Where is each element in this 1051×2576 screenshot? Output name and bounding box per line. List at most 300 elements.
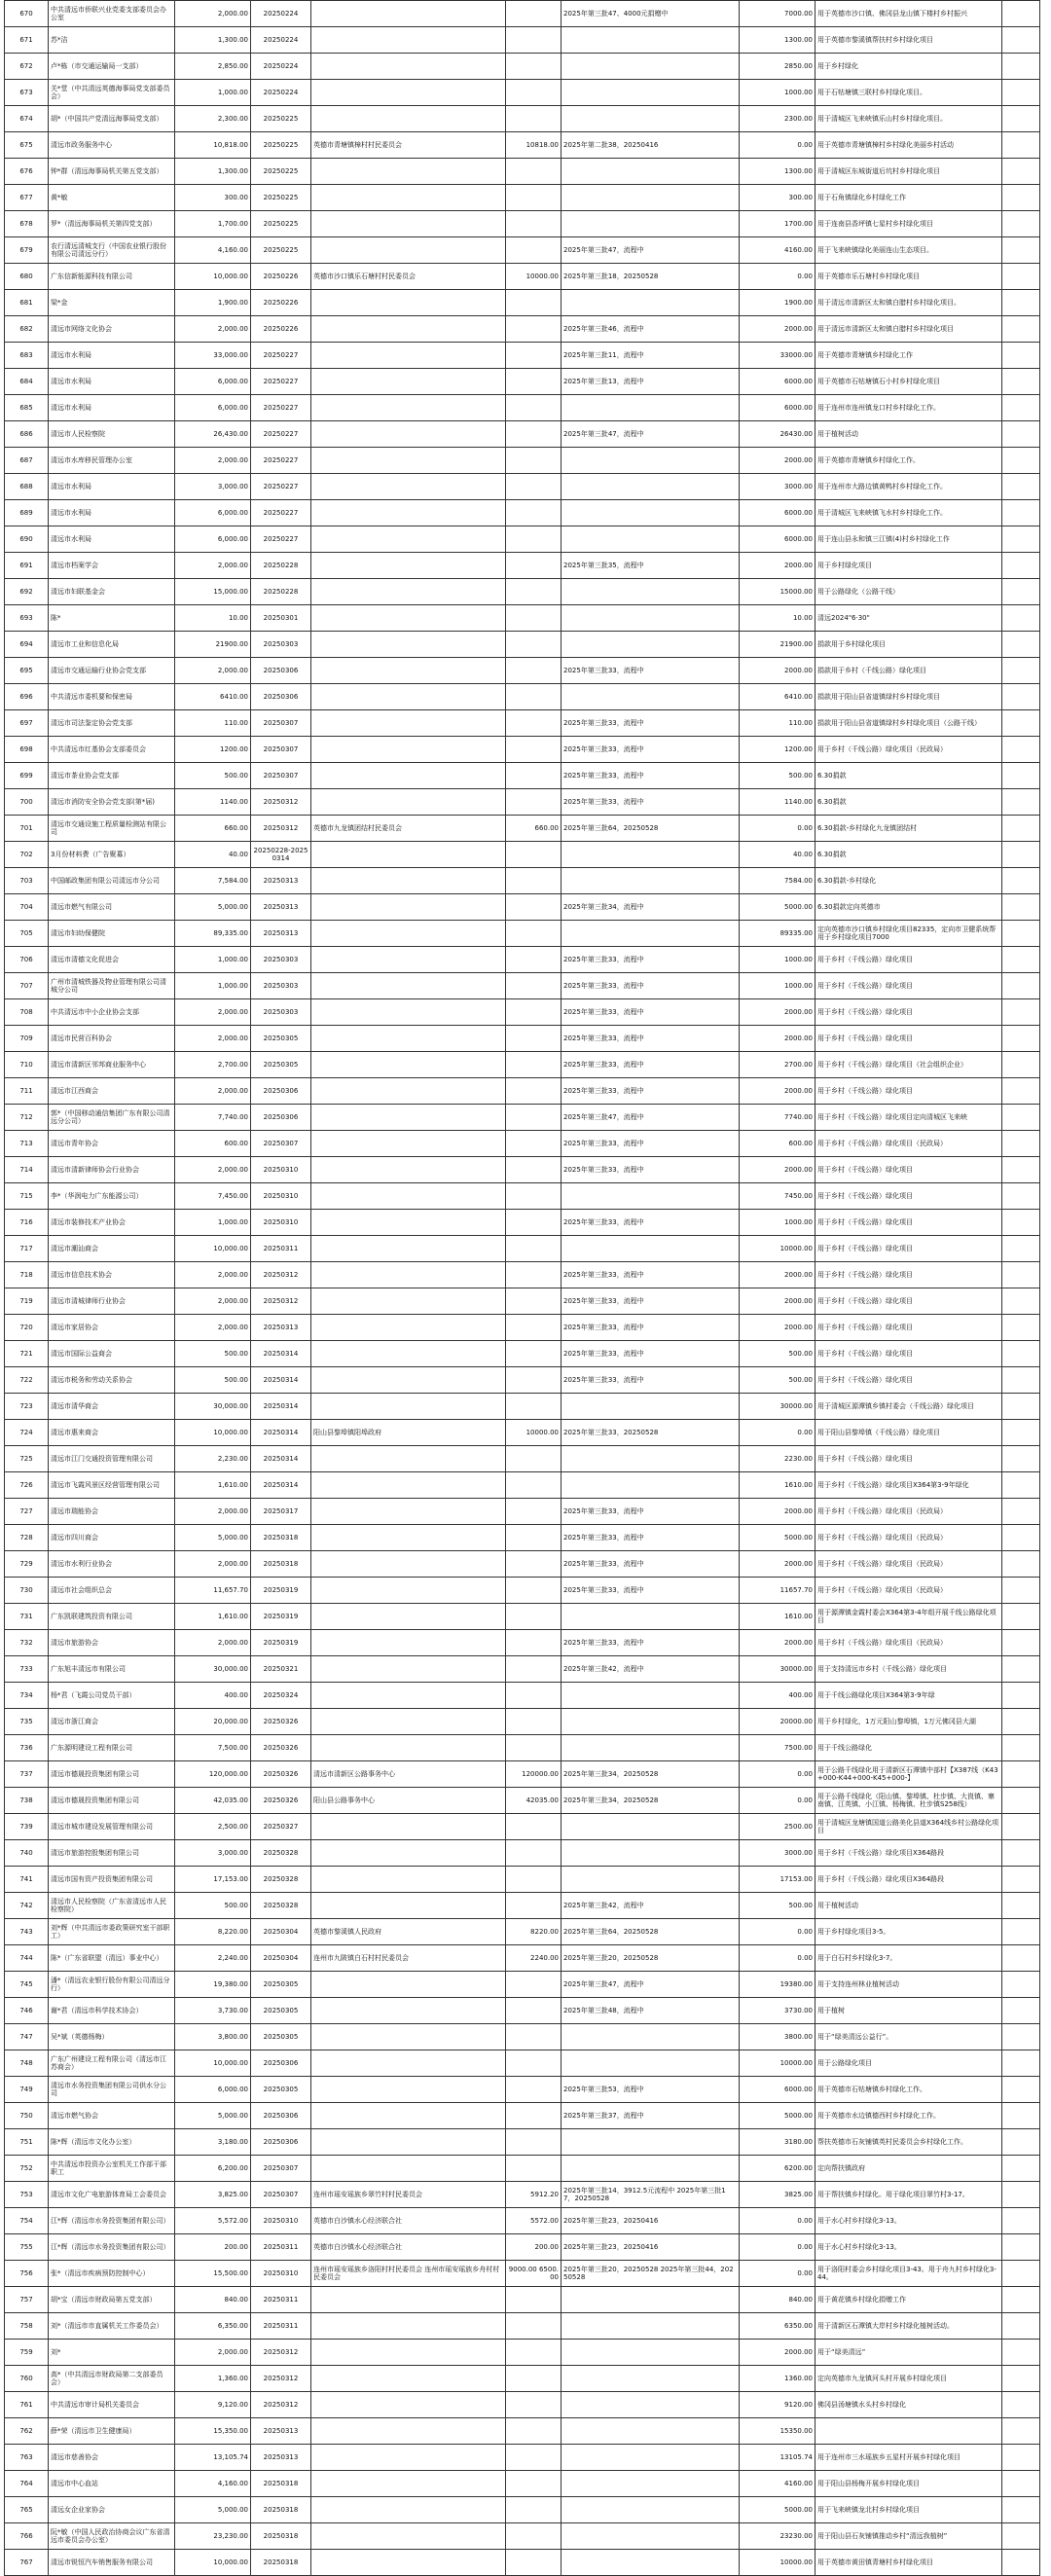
donor-name-cell: 清远市交通运输行业协会党支部	[49, 658, 175, 684]
donation-amount-cell: 2,000.00	[175, 553, 251, 579]
donation-amount-cell: 6,000.00	[175, 2077, 251, 2103]
recipient-unit-cell	[311, 27, 506, 54]
table-row	[5, 684, 1040, 710]
table-row	[5, 2523, 1040, 2550]
row-number-cell: 731	[5, 1604, 49, 1630]
donor-name-cell: 阮*敏（中国人民政治协商会议广东省清远市委员会办公室）	[49, 2523, 175, 2550]
table-row	[5, 2340, 1040, 2366]
table-row	[5, 1341, 1040, 1367]
row-number-cell: 740	[5, 1840, 49, 1867]
table-row	[5, 579, 1040, 605]
balance-amount-cell: 2000.00	[740, 1499, 815, 1525]
donation-date-cell: 20250303	[251, 973, 311, 999]
balance-amount-cell: 2000.00	[740, 1288, 815, 1315]
balance-amount-cell: 20000.00	[740, 1709, 815, 1735]
donation-date-cell: 20250312	[251, 2340, 311, 2366]
batch-status-cell: 2025年第三批33，流程中	[562, 1210, 740, 1236]
donor-name-cell: 郭*（中国移动通信集团广东有限公司清远分公司）	[49, 1105, 175, 1131]
remarks-cell	[1002, 1341, 1040, 1367]
batch-status-cell	[562, 159, 740, 185]
donation-date-cell: 20250228	[251, 553, 311, 579]
remarks-cell	[1002, 185, 1040, 211]
donor-name-cell: 清远市清城律师行业协会	[49, 1288, 175, 1315]
donation-date-cell: 20250313	[251, 868, 311, 894]
row-number-cell: 729	[5, 1551, 49, 1578]
allocated-amount-cell	[506, 1183, 562, 1210]
row-number-cell: 743	[5, 1919, 49, 1945]
row-number-cell: 670	[5, 1, 49, 27]
row-number-cell: 689	[5, 500, 49, 526]
table-row	[5, 1656, 1040, 1683]
donation-date-cell: 20250306	[251, 2050, 311, 2077]
purpose-cell: 用于阳山县石灰铺镇推动乡村“清远我植树”	[815, 2523, 1002, 2550]
donor-name-cell: 清远市水利局	[49, 343, 175, 369]
balance-amount-cell: 2850.00	[740, 54, 815, 80]
table-row	[5, 1420, 1040, 1446]
purpose-cell: 用于乡村（千线公路）绿化项目	[815, 1446, 1002, 1472]
table-row	[5, 2234, 1040, 2261]
batch-status-cell: 2025年第三批33，流程中	[562, 1078, 740, 1105]
allocated-amount-cell	[506, 1499, 562, 1525]
table-row	[5, 421, 1040, 448]
recipient-unit-cell	[311, 1236, 506, 1262]
purpose-cell: 用于英德市黎溪镇帮扶村乡村绿化项目	[815, 27, 1002, 54]
balance-amount-cell: 26430.00	[740, 421, 815, 448]
recipient-unit-cell	[311, 1315, 506, 1341]
donation-amount-cell: 10,818.00	[175, 132, 251, 159]
purpose-cell: 6.30捐款	[815, 763, 1002, 789]
donation-amount-cell: 5,000.00	[175, 1525, 251, 1551]
recipient-unit-cell	[311, 1472, 506, 1499]
donation-date-cell: 20250303	[251, 632, 311, 658]
remarks-cell	[1002, 553, 1040, 579]
allocated-amount-cell	[506, 2497, 562, 2523]
purpose-cell: 用于白石村乡村绿化3-7。	[815, 1945, 1002, 1972]
purpose-cell: 用于千线公路绿化	[815, 1735, 1002, 1761]
donor-name-cell: 钟*群（清远海事局机关第五党支部）	[49, 159, 175, 185]
donor-name-cell: 关*堂（中共清远英德海事局党支部委员会）	[49, 80, 175, 106]
purpose-cell: 用于英德市黄田镇青塘村乡村绿化项目	[815, 2550, 1002, 2576]
row-number-cell: 749	[5, 2077, 49, 2103]
row-number-cell: 751	[5, 2129, 49, 2156]
donation-date-cell: 20250313	[251, 921, 311, 947]
donation-date-cell: 20250305	[251, 1052, 311, 1078]
batch-status-cell	[562, 1867, 740, 1893]
allocated-amount-cell	[506, 2418, 562, 2445]
donor-name-cell: 清远市民营百科协会	[49, 1026, 175, 1052]
balance-amount-cell: 19380.00	[740, 1972, 815, 1998]
donation-date-cell: 20250303	[251, 947, 311, 973]
row-number-cell: 702	[5, 842, 49, 868]
remarks-cell	[1002, 343, 1040, 369]
table-row	[5, 369, 1040, 395]
donor-name-cell: 中共清远市委机要和保密局	[49, 684, 175, 710]
donor-name-cell: 广东旭丰清远市有限公司	[49, 1656, 175, 1683]
purpose-cell: 用于乡村（千线公路）绿化项目定向清城区飞来峡	[815, 1105, 1002, 1131]
table-row	[5, 54, 1040, 80]
donation-amount-cell: 2,000.00	[175, 1630, 251, 1656]
remarks-cell	[1002, 999, 1040, 1026]
allocated-amount-cell	[506, 1683, 562, 1709]
donation-amount-cell: 2,000.00	[175, 1, 251, 27]
purpose-cell: 用于“绿美清远”	[815, 2340, 1002, 2366]
purpose-cell: 用于公路千线绿化用于清新区石潭镇中部村【X387线（K43+000-K44+000-K45+000-】	[815, 1761, 1002, 1788]
purpose-cell: 定向帮扶镇政府	[815, 2156, 1002, 2182]
purpose-cell: 用于清城区龙塘镇国道公路美化县道X364线乡村公路绿化项目	[815, 1814, 1002, 1840]
purpose-cell: 帮扶英德市石灰铺镇英村民委员会乡村绿化工作。	[815, 2129, 1002, 2156]
purpose-cell: 6.30捐款-乡村绿化	[815, 868, 1002, 894]
allocated-amount-cell	[506, 185, 562, 211]
row-number-cell: 723	[5, 1394, 49, 1420]
row-number-cell: 718	[5, 1262, 49, 1288]
row-number-cell: 734	[5, 1683, 49, 1709]
donation-amount-cell: 5,000.00	[175, 2103, 251, 2129]
batch-status-cell	[562, 1446, 740, 1472]
row-number-cell: 693	[5, 605, 49, 632]
donor-name-cell: 清远市四川商会	[49, 1525, 175, 1551]
donor-name-cell: 江*辉（清远市水务投资集团有限公司）	[49, 2234, 175, 2261]
table-row	[5, 2261, 1040, 2287]
donor-name-cell: 清远市文化广电旅游体育局工会委员会	[49, 2182, 175, 2208]
row-number-cell: 695	[5, 658, 49, 684]
batch-status-cell	[562, 921, 740, 947]
remarks-cell	[1002, 1735, 1040, 1761]
purpose-cell: 用于乡村绿化，1万元阳山黎埠镇，1万元佛冈县大湖	[815, 1709, 1002, 1735]
purpose-cell: 用于清城区东城街道后坑村乡村绿化项目	[815, 159, 1002, 185]
purpose-cell: 用于连山县永和镇三江镇(4)村乡村绿化工作	[815, 526, 1002, 553]
allocated-amount-cell	[506, 842, 562, 868]
purpose-cell: 用于阳山县黎埠镇（千线公路）绿化项目	[815, 1420, 1002, 1446]
batch-status-cell: 2025年第三批33，流程中	[562, 1367, 740, 1394]
table-row	[5, 763, 1040, 789]
table-row	[5, 159, 1040, 185]
row-number-cell: 706	[5, 947, 49, 973]
donation-date-cell: 20250224	[251, 80, 311, 106]
row-number-cell: 705	[5, 921, 49, 947]
purpose-cell: 用于乡村（千线公路）绿化项目	[815, 1183, 1002, 1210]
table-row	[5, 316, 1040, 343]
remarks-cell	[1002, 947, 1040, 973]
donation-amount-cell: 1,700.00	[175, 211, 251, 237]
donation-date-cell: 20250310	[251, 2208, 311, 2234]
row-number-cell: 763	[5, 2445, 49, 2471]
donor-name-cell: 清远市江西商会	[49, 1078, 175, 1105]
remarks-cell	[1002, 2340, 1040, 2366]
row-number-cell: 703	[5, 868, 49, 894]
balance-amount-cell: 500.00	[740, 1893, 815, 1919]
table-row	[5, 868, 1040, 894]
remarks-cell	[1002, 1131, 1040, 1157]
donation-amount-cell: 10,000.00	[175, 1236, 251, 1262]
batch-status-cell	[562, 1735, 740, 1761]
recipient-unit-cell	[311, 921, 506, 947]
batch-status-cell: 2025年第三批33，流程中	[562, 1262, 740, 1288]
donation-amount-cell: 6,000.00	[175, 500, 251, 526]
remarks-cell	[1002, 2077, 1040, 2103]
purpose-cell: 用于乡村（千线公路）绿化项目（民政局）	[815, 1499, 1002, 1525]
balance-amount-cell: 11657.70	[740, 1578, 815, 1604]
purpose-cell: 用于乡村（千线公路）绿化项目	[815, 1078, 1002, 1105]
batch-status-cell	[562, 1604, 740, 1630]
recipient-unit-cell	[311, 684, 506, 710]
recipient-unit-cell: 连州市瑶安瑶族乡翠竹村村民委员会	[311, 2182, 506, 2208]
table-row	[5, 2287, 1040, 2313]
allocated-amount-cell	[506, 1972, 562, 1998]
recipient-unit-cell	[311, 1735, 506, 1761]
donor-name-cell: 清远市网络文化协会	[49, 316, 175, 343]
batch-status-cell: 2025年第三批33，流程中	[562, 1525, 740, 1551]
batch-status-cell	[562, 868, 740, 894]
balance-amount-cell: 1300.00	[740, 27, 815, 54]
donation-date-cell: 20250307	[251, 1131, 311, 1157]
donation-amount-cell: 2,000.00	[175, 1078, 251, 1105]
table-row	[5, 737, 1040, 763]
donation-amount-cell: 21900.00	[175, 632, 251, 658]
table-row	[5, 2313, 1040, 2340]
donation-date-cell: 20250313	[251, 1315, 311, 1341]
donor-name-cell: 清远市江门交通投资管理有限公司	[49, 1446, 175, 1472]
recipient-unit-cell	[311, 947, 506, 973]
donation-date-cell: 20250314	[251, 1341, 311, 1367]
purpose-cell: 用于英德市水边镇德西村乡村绿化工作。	[815, 2103, 1002, 2129]
donor-name-cell: 清远市清新律师协会行业协会	[49, 1157, 175, 1183]
donor-name-cell: 农行清远清城支行（中国农业银行股份有限公司清远分行）	[49, 237, 175, 264]
balance-amount-cell: 500.00	[740, 1367, 815, 1394]
purpose-cell: 用于连南县香坪镇七星村乡村绿化项目	[815, 211, 1002, 237]
donation-date-cell: 20250224	[251, 1, 311, 27]
balance-amount-cell: 110.00	[740, 710, 815, 737]
row-number-cell: 733	[5, 1656, 49, 1683]
table-row	[5, 947, 1040, 973]
recipient-unit-cell: 英德市黎溪镇人民政府	[311, 1919, 506, 1945]
allocated-amount-cell	[506, 684, 562, 710]
recipient-unit-cell	[311, 1131, 506, 1157]
batch-status-cell	[562, 474, 740, 500]
batch-status-cell	[562, 2287, 740, 2313]
remarks-cell	[1002, 973, 1040, 999]
donation-amount-cell: 2,000.00	[175, 316, 251, 343]
row-number-cell: 722	[5, 1367, 49, 1394]
remarks-cell	[1002, 2050, 1040, 2077]
remarks-cell	[1002, 1183, 1040, 1210]
donor-name-cell: 清远市水库移民管理办公室	[49, 448, 175, 474]
donation-date-cell: 20250312	[251, 816, 311, 842]
purpose-cell: 用于千线公路绿化项目X364第3-9年绿	[815, 1683, 1002, 1709]
purpose-cell: 用于乡村绿化	[815, 54, 1002, 80]
donor-name-cell: 广东源明建设工程有限公司	[49, 1735, 175, 1761]
purpose-cell: 用于英德市青塘镇乡村绿化工作。	[815, 448, 1002, 474]
donation-amount-cell: 19,380.00	[175, 1972, 251, 1998]
balance-amount-cell: 1000.00	[740, 947, 815, 973]
donation-amount-cell: 30,000.00	[175, 1656, 251, 1683]
row-number-cell: 752	[5, 2156, 49, 2182]
purpose-cell: 用于水心村乡村绿化3-13。	[815, 2234, 1002, 2261]
balance-amount-cell: 23230.00	[740, 2523, 815, 2550]
allocated-amount-cell	[506, 579, 562, 605]
donor-name-cell: 清远市水务投资集团有限公司供水分公司	[49, 2077, 175, 2103]
balance-amount-cell: 3180.00	[740, 2129, 815, 2156]
purpose-cell: 用于乡村（千线公路）绿化项目	[815, 1367, 1002, 1394]
balance-amount-cell: 1000.00	[740, 973, 815, 999]
recipient-unit-cell	[311, 1105, 506, 1131]
allocated-amount-cell	[506, 2287, 562, 2313]
purpose-cell: 6.30捐款定向英德市	[815, 894, 1002, 921]
donation-date-cell: 20250227	[251, 500, 311, 526]
donor-name-cell: 清远市装修技术产业协会	[49, 1210, 175, 1236]
donation-amount-cell: 6,000.00	[175, 369, 251, 395]
donation-date-cell: 20250307	[251, 2156, 311, 2182]
table-row	[5, 1472, 1040, 1499]
donation-amount-cell: 1,360.00	[175, 2366, 251, 2392]
allocated-amount-cell	[506, 526, 562, 553]
donor-name-cell: 中共清远市中小企业协会支部	[49, 999, 175, 1026]
batch-status-cell: 2025年第三批37，流程中	[562, 2103, 740, 2129]
table-row	[5, 1578, 1040, 1604]
donation-amount-cell: 2,000.00	[175, 448, 251, 474]
balance-amount-cell: 6410.00	[740, 684, 815, 710]
row-number-cell: 760	[5, 2366, 49, 2392]
row-number-cell: 732	[5, 1630, 49, 1656]
balance-amount-cell: 2000.00	[740, 1315, 815, 1341]
remarks-cell	[1002, 1210, 1040, 1236]
remarks-cell	[1002, 1840, 1040, 1867]
table-row	[5, 2050, 1040, 2077]
row-number-cell: 720	[5, 1315, 49, 1341]
donation-amount-cell: 3,180.00	[175, 2129, 251, 2156]
row-number-cell: 701	[5, 816, 49, 842]
row-number-cell: 708	[5, 999, 49, 1026]
batch-status-cell	[562, 2392, 740, 2418]
donation-amount-cell: 2,000.00	[175, 999, 251, 1026]
remarks-cell	[1002, 316, 1040, 343]
donation-amount-cell: 8,220.00	[175, 1919, 251, 1945]
table-row	[5, 2366, 1040, 2392]
donation-amount-cell: 20,000.00	[175, 1709, 251, 1735]
remarks-cell	[1002, 2550, 1040, 2576]
recipient-unit-cell	[311, 1683, 506, 1709]
balance-amount-cell: 400.00	[740, 1683, 815, 1709]
recipient-unit-cell	[311, 1262, 506, 1288]
purpose-cell: 捐款用于阳山县省道镇绿村乡村绿化项目	[815, 684, 1002, 710]
donor-name-cell: 清远市工业和信息化局	[49, 632, 175, 658]
recipient-unit-cell	[311, 80, 506, 106]
donor-name-cell: 清远市水利行业协会	[49, 1551, 175, 1578]
donation-date-cell: 20250311	[251, 2234, 311, 2261]
donation-date-cell: 20250318	[251, 2550, 311, 2576]
donation-date-cell: 20250314	[251, 1394, 311, 1420]
batch-status-cell: 2025年第三批33，流程中	[562, 1052, 740, 1078]
table-row	[5, 789, 1040, 816]
donation-date-cell: 20250227	[251, 343, 311, 369]
donation-date-cell: 20250306	[251, 684, 311, 710]
donor-name-cell: 清远市家居协会	[49, 1315, 175, 1341]
recipient-unit-cell	[311, 1551, 506, 1578]
donation-amount-cell: 1,300.00	[175, 159, 251, 185]
row-number-cell: 726	[5, 1472, 49, 1499]
allocated-amount-cell	[506, 159, 562, 185]
purpose-cell: 用于连州市大路边镇黄鸭村乡村绿化工作。	[815, 474, 1002, 500]
allocated-amount-cell	[506, 1315, 562, 1341]
recipient-unit-cell	[311, 1656, 506, 1683]
balance-amount-cell: 1300.00	[740, 159, 815, 185]
batch-status-cell: 2025年第三批33，流程中	[562, 658, 740, 684]
row-number-cell: 713	[5, 1131, 49, 1157]
remarks-cell	[1002, 868, 1040, 894]
balance-amount-cell: 1000.00	[740, 1210, 815, 1236]
balance-amount-cell: 2230.00	[740, 1446, 815, 1472]
batch-status-cell: 2025年第三批23，20250416	[562, 2208, 740, 2234]
donor-name-cell: 清远市信息技术协会	[49, 1262, 175, 1288]
recipient-unit-cell	[311, 1709, 506, 1735]
row-number-cell: 677	[5, 185, 49, 211]
table-row	[5, 500, 1040, 526]
batch-status-cell: 2025年第三批33，流程中	[562, 1630, 740, 1656]
recipient-unit-cell	[311, 1341, 506, 1367]
batch-status-cell	[562, 2050, 740, 2077]
purpose-cell: 用于连州市三水瑶族乡五星村开展乡村绿化项目	[815, 2445, 1002, 2471]
allocated-amount-cell	[506, 1288, 562, 1315]
balance-amount-cell: 2000.00	[740, 1551, 815, 1578]
remarks-cell	[1002, 395, 1040, 421]
purpose-cell: 用于乡村（千线公路）绿化项目X364第3-9年绿化	[815, 1472, 1002, 1499]
row-number-cell: 685	[5, 395, 49, 421]
row-number-cell: 698	[5, 737, 49, 763]
donation-date-cell: 20250310	[251, 1210, 311, 1236]
allocated-amount-cell	[506, 54, 562, 80]
batch-status-cell: 2025年第三批47，流程中	[562, 1105, 740, 1131]
donation-date-cell: 20250225	[251, 132, 311, 159]
allocated-amount-cell	[506, 2313, 562, 2340]
balance-amount-cell: 30000.00	[740, 1656, 815, 1683]
batch-status-cell	[562, 1394, 740, 1420]
donation-amount-cell: 33,000.00	[175, 343, 251, 369]
remarks-cell	[1002, 605, 1040, 632]
balance-amount-cell: 6200.00	[740, 2156, 815, 2182]
batch-status-cell	[562, 684, 740, 710]
recipient-unit-cell	[311, 2103, 506, 2129]
recipient-unit-cell	[311, 526, 506, 553]
donation-amount-cell: 23,230.00	[175, 2523, 251, 2550]
remarks-cell	[1002, 1578, 1040, 1604]
donor-name-cell: 清远市政务服务中心	[49, 132, 175, 159]
remarks-cell	[1002, 132, 1040, 159]
donation-amount-cell: 2,000.00	[175, 1288, 251, 1315]
donation-date-cell: 20250313	[251, 2445, 311, 2471]
batch-status-cell	[562, 1840, 740, 1867]
donor-name-cell: 清远市德晟投资集团有限公司	[49, 1788, 175, 1814]
table-row	[5, 1499, 1040, 1525]
remarks-cell	[1002, 1420, 1040, 1446]
donation-date-cell: 20250225	[251, 185, 311, 211]
remarks-cell	[1002, 2471, 1040, 2497]
balance-amount-cell: 0.00	[740, 2234, 815, 2261]
table-row	[5, 2156, 1040, 2182]
balance-amount-cell: 1140.00	[740, 789, 815, 816]
row-number-cell: 715	[5, 1183, 49, 1210]
batch-status-cell: 2025年第三批18，20250528	[562, 264, 740, 290]
donor-name-cell: 清远市国有资产投资集团有限公司	[49, 1867, 175, 1893]
balance-amount-cell: 33000.00	[740, 343, 815, 369]
batch-status-cell	[562, 2471, 740, 2497]
donation-date-cell: 20250311	[251, 2287, 311, 2313]
balance-amount-cell: 500.00	[740, 763, 815, 789]
recipient-unit-cell	[311, 1, 506, 27]
donation-date-cell: 20250305	[251, 1972, 311, 1998]
donation-date-cell: 20250313	[251, 894, 311, 921]
donation-date-cell: 20250306	[251, 1105, 311, 1131]
table-row	[5, 632, 1040, 658]
balance-amount-cell: 1610.00	[740, 1604, 815, 1630]
